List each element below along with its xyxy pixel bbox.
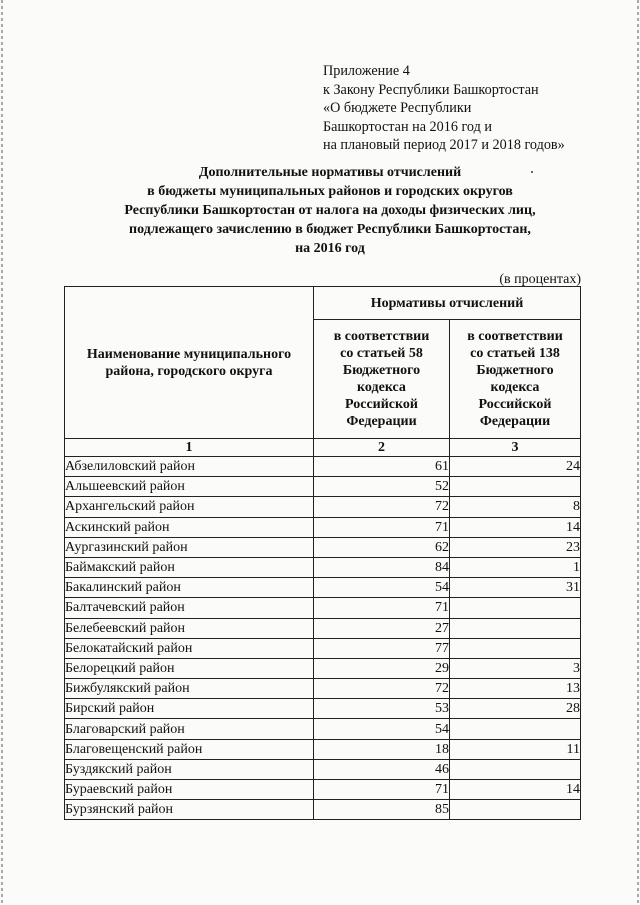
table-row xyxy=(65,578,581,598)
row-name: Абзелиловский район xyxy=(65,457,314,477)
row-name: Аургазинский район xyxy=(65,537,314,557)
header-name-line: Наименование муниципального xyxy=(86,346,292,362)
appendix-reference xyxy=(323,62,565,155)
header-col-article-138: в соответствии со статьей 138 Бюджетного кодекса Российской Федерации xyxy=(450,320,581,439)
table-row xyxy=(65,497,581,517)
row-value-article-138: 14 xyxy=(450,517,581,537)
appendix-line: «О бюджете Республики xyxy=(323,100,472,117)
table-body xyxy=(65,457,581,820)
row-value-article-58: 52 xyxy=(314,477,450,497)
row-name: Архангельский район xyxy=(65,497,314,517)
table-row xyxy=(65,800,581,820)
table-row xyxy=(65,598,581,618)
column-number: 3 xyxy=(450,439,581,457)
row-name: Бураевский район xyxy=(65,780,314,800)
scan-edge-left xyxy=(1,0,3,905)
row-name: Бурзянский район xyxy=(65,800,314,820)
row-value-article-58: 54 xyxy=(314,578,450,598)
table-row xyxy=(65,739,581,759)
row-value-article-58: 71 xyxy=(314,780,450,800)
row-value-article-138: 8 xyxy=(450,497,581,517)
row-name: Благоварский район xyxy=(65,719,314,739)
header-name xyxy=(65,287,314,439)
row-value-article-58: 18 xyxy=(314,739,450,759)
row-value-article-138: 24 xyxy=(450,457,581,477)
header-name-line: района, городского округа xyxy=(105,363,273,379)
row-value-article-138: 11 xyxy=(450,739,581,759)
row-name: Буздякский район xyxy=(65,759,314,779)
units-note: (в процентах) xyxy=(499,272,581,287)
row-value-article-138 xyxy=(450,598,581,618)
row-value-article-138 xyxy=(450,759,581,779)
row-name: Белокатайский район xyxy=(65,638,314,658)
row-value-article-58: 27 xyxy=(314,618,450,638)
title-line: Республики Башкортостан от налога на доходы физических лиц, xyxy=(124,203,536,218)
row-value-article-58: 71 xyxy=(314,598,450,618)
row-value-article-58: 54 xyxy=(314,719,450,739)
row-value-article-138: 14 xyxy=(450,780,581,800)
row-value-article-138 xyxy=(450,800,581,820)
row-value-article-138 xyxy=(450,477,581,497)
table-row xyxy=(65,457,581,477)
title-line: на 2016 год xyxy=(295,241,365,256)
row-value-article-58: 77 xyxy=(314,638,450,658)
title-line: в бюджеты муниципальных районов и городских округов xyxy=(147,184,513,199)
title-line: подлежащего зачислению в бюджет Республики Башкортостан, xyxy=(129,222,531,237)
column-number: 2 xyxy=(314,439,450,457)
row-value-article-58: 46 xyxy=(314,759,450,779)
row-value-article-138: 1 xyxy=(450,557,581,577)
table-row xyxy=(65,780,581,800)
scan-edge-right xyxy=(637,0,639,905)
row-value-article-138 xyxy=(450,618,581,638)
table-row xyxy=(65,658,581,678)
table-row xyxy=(65,679,581,699)
row-name: Балтачевский район xyxy=(65,598,314,618)
table-row xyxy=(65,759,581,779)
table-row xyxy=(65,719,581,739)
row-value-article-58: 53 xyxy=(314,699,450,719)
row-value-article-138: 31 xyxy=(450,578,581,598)
row-value-article-138: 23 xyxy=(450,537,581,557)
row-value-article-58: 61 xyxy=(314,457,450,477)
row-value-article-58: 29 xyxy=(314,658,450,678)
table-row xyxy=(65,477,581,497)
row-value-article-138: 3 xyxy=(450,658,581,678)
appendix-line: Приложение 4 xyxy=(323,63,410,79)
row-value-article-138: 13 xyxy=(450,679,581,699)
row-name: Бижбулякский район xyxy=(65,679,314,699)
row-name: Благовещенский район xyxy=(65,739,314,759)
row-value-article-58: 84 xyxy=(314,557,450,577)
row-name: Белорецкий район xyxy=(65,658,314,678)
appendix-line: Башкортостан на 2016 год и xyxy=(323,118,492,135)
table-row xyxy=(65,537,581,557)
appendix-line: к Закону Республики Башкортостан xyxy=(323,81,539,98)
row-value-article-58: 85 xyxy=(314,800,450,820)
row-value-article-58: 71 xyxy=(314,517,450,537)
row-name: Бирский район xyxy=(65,699,314,719)
row-value-article-58: 62 xyxy=(314,537,450,557)
row-name: Альшеевский район xyxy=(65,477,314,497)
row-name: Белебеевский район xyxy=(65,618,314,638)
row-value-article-58: 72 xyxy=(314,497,450,517)
row-name: Баймакский район xyxy=(65,557,314,577)
document-title xyxy=(60,163,600,258)
table-row xyxy=(65,638,581,658)
row-value-article-58: 72 xyxy=(314,679,450,699)
header-group: Нормативы отчислений xyxy=(314,287,581,320)
column-number: 1 xyxy=(65,439,314,457)
norms-table xyxy=(64,286,581,820)
table-row xyxy=(65,699,581,719)
row-name: Бакалинский район xyxy=(65,578,314,598)
table-row xyxy=(65,517,581,537)
title-line: Дополнительные нормативы отчислений xyxy=(198,165,462,180)
table-row xyxy=(65,618,581,638)
table-row xyxy=(65,557,581,577)
header-col-article-58: в соответствии со статьей 58 Бюджетного кодекса Российской Федерации xyxy=(314,320,450,439)
row-value-article-138 xyxy=(450,719,581,739)
row-value-article-138: 28 xyxy=(450,699,581,719)
appendix-line: на плановый период 2017 и 2018 годов» xyxy=(323,137,565,154)
row-value-article-138 xyxy=(450,638,581,658)
row-name: Аскинский район xyxy=(65,517,314,537)
